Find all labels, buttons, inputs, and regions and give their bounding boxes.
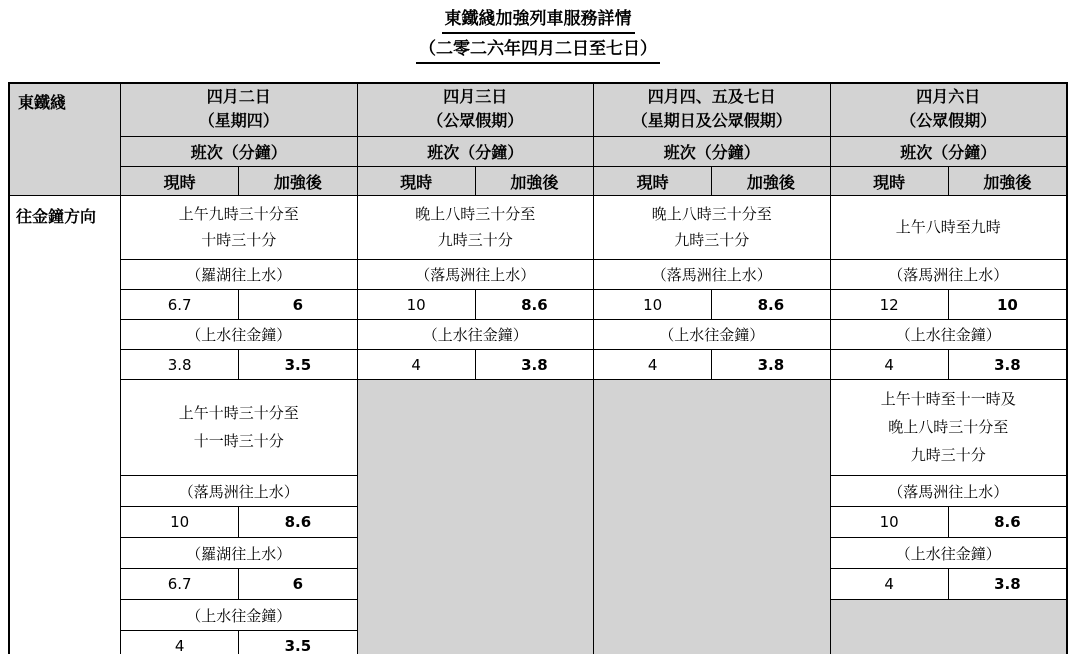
- enhanced-headway: 8.6: [711, 290, 829, 319]
- period-line: 晚上八時三十分至: [888, 419, 1009, 436]
- current-header: 現時: [400, 174, 433, 192]
- title-line-2: [0, 38, 1076, 64]
- current-header: 現時: [636, 174, 669, 192]
- headway-row: [594, 290, 830, 320]
- route-label: （羅湖往上水）: [121, 260, 357, 290]
- subheader-row-2: [594, 167, 830, 196]
- enhanced-headway: 3.5: [238, 350, 356, 379]
- period-line: 晚上八時三十分至: [415, 206, 536, 223]
- period-line: 十一時三十分: [193, 433, 284, 450]
- enhanced-headway: 6: [238, 569, 356, 599]
- corner-header-cell: 東鐵綫: [10, 84, 120, 196]
- current-headway: 10: [406, 295, 426, 314]
- current-headway: 4: [884, 575, 894, 593]
- enhanced-header: 加強後: [948, 167, 1066, 195]
- day-group-column-0: [120, 84, 357, 654]
- date-header-2: [594, 84, 830, 137]
- current-headway: 12: [879, 295, 899, 314]
- enhanced-header: 加強後: [238, 167, 356, 195]
- line-label-column: [10, 84, 120, 654]
- enhanced-headway: 6: [238, 290, 356, 319]
- period-line: 上午十時至十一時及: [880, 391, 1016, 408]
- day-text: （星期日及公眾假期）: [631, 113, 792, 130]
- current-headway: 10: [879, 513, 899, 531]
- current-headway: 3.8: [167, 355, 192, 374]
- subheader-row-3: [831, 167, 1067, 196]
- period-line: 上午八時至九時: [895, 219, 1001, 236]
- frequency-header-2: 班次（分鐘）: [594, 137, 830, 167]
- current-headway: 4: [174, 637, 185, 654]
- enhanced-headway: 8.6: [475, 290, 593, 319]
- date-text: 四月三日: [443, 89, 508, 106]
- route-label: （上水往金鐘）: [358, 320, 594, 350]
- empty-shaded-cell: [594, 380, 830, 654]
- headway-row: [358, 290, 594, 320]
- frequency-header-0: 班次（分鐘）: [121, 137, 357, 167]
- time-period-cell: [831, 380, 1067, 476]
- headway-row: [831, 350, 1067, 380]
- enhanced-headway: 8.6: [238, 507, 356, 537]
- title-text-2: （二零二六年四月二日至七日）: [416, 38, 660, 64]
- enhanced-headway: 3.8: [475, 350, 593, 379]
- headway-row: [121, 631, 357, 654]
- headway-row: [121, 507, 357, 538]
- period-line: 晚上八時三十分至: [651, 206, 772, 223]
- headway-row: [121, 350, 357, 380]
- service-details-table: [8, 82, 1068, 654]
- frequency-header-1: 班次（分鐘）: [358, 137, 594, 167]
- headway-row: [121, 569, 357, 600]
- period-line: 十時三十分: [201, 232, 277, 249]
- route-label: （上水往金鐘）: [121, 600, 357, 631]
- time-period-cell: [831, 196, 1067, 260]
- route-label: （落馬洲往上水）: [831, 260, 1067, 290]
- date-text: 四月六日: [916, 89, 981, 106]
- current-headway: 6.7: [167, 295, 192, 314]
- day-group-column-2: [593, 84, 830, 654]
- day-text: （星期四）: [198, 113, 279, 130]
- day-text: （公眾假期）: [900, 113, 997, 130]
- period-line: 九時三十分: [437, 232, 513, 249]
- day-text: （公眾假期）: [427, 113, 524, 130]
- period-line: 上午十時三十分至: [178, 405, 299, 422]
- route-label: （落馬洲往上水）: [831, 476, 1067, 507]
- subheader-row-0: [121, 167, 357, 196]
- headway-row: [358, 350, 594, 380]
- enhanced-header: 加強後: [475, 167, 593, 195]
- subheader-row-1: [358, 167, 594, 196]
- headway-row: [831, 290, 1067, 320]
- date-text: 四月二日: [206, 89, 271, 106]
- enhanced-headway: 3.8: [711, 350, 829, 379]
- time-period-cell: [121, 196, 357, 260]
- date-header-3: [831, 84, 1067, 137]
- enhanced-headway: 3.5: [238, 631, 356, 654]
- date-header-1: [358, 84, 594, 137]
- current-headway: 10: [643, 295, 663, 314]
- day-group-column-1: [357, 84, 594, 654]
- route-label: （上水往金鐘）: [831, 320, 1067, 350]
- empty-shaded-cell: [831, 600, 1067, 654]
- headway-row: [831, 507, 1067, 538]
- route-label: （上水往金鐘）: [594, 320, 830, 350]
- day-group-column-3: [830, 84, 1067, 654]
- enhanced-headway: 3.8: [948, 350, 1066, 379]
- current-headway: 6.7: [167, 575, 192, 593]
- time-period-cell: [594, 196, 830, 260]
- route-label: （羅湖往上水）: [121, 538, 357, 569]
- period-line: 上午九時三十分至: [178, 206, 299, 223]
- current-header: 現時: [873, 174, 906, 192]
- frequency-header-3: 班次（分鐘）: [831, 137, 1067, 167]
- current-headway: 4: [647, 355, 658, 374]
- headway-row: [121, 290, 357, 320]
- route-label: （上水往金鐘）: [121, 320, 357, 350]
- title-line-1: [0, 8, 1076, 34]
- document-title: [0, 8, 1076, 68]
- period-line: 九時三十分: [674, 232, 750, 249]
- enhanced-headway: 3.8: [948, 569, 1066, 599]
- current-header: 現時: [163, 174, 196, 192]
- current-headway: 4: [411, 355, 421, 374]
- route-label: （落馬洲往上水）: [121, 476, 357, 507]
- current-headway: 4: [884, 355, 894, 374]
- period-line: 九時三十分: [910, 447, 986, 464]
- date-text: 四月四、五及七日: [647, 89, 776, 106]
- enhanced-headway: 10: [948, 290, 1066, 319]
- time-period-cell: [121, 380, 357, 476]
- enhanced-header: 加強後: [711, 167, 829, 195]
- date-header-0: [121, 84, 357, 137]
- empty-shaded-cell: [358, 380, 594, 654]
- route-label: （上水往金鐘）: [831, 538, 1067, 569]
- time-period-cell: [358, 196, 594, 260]
- title-text-1: 東鐵綫加強列車服務詳情: [442, 8, 635, 34]
- route-label: （落馬洲往上水）: [594, 260, 830, 290]
- headway-row: [831, 569, 1067, 600]
- enhanced-headway: 8.6: [948, 507, 1066, 537]
- current-headway: 10: [170, 513, 190, 531]
- route-label: （落馬洲往上水）: [358, 260, 594, 290]
- headway-row: [594, 350, 830, 380]
- direction-row-label: 往金鐘方向: [10, 196, 120, 654]
